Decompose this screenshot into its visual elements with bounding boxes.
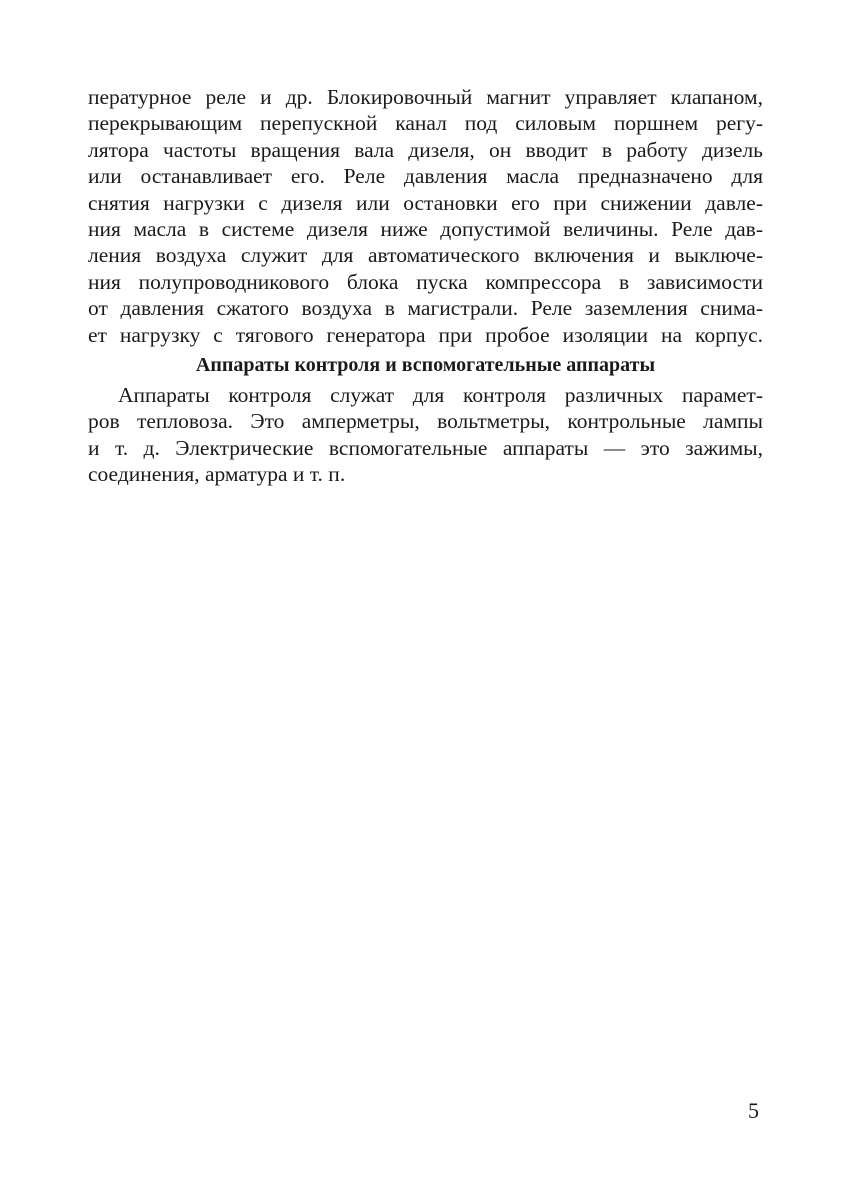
paragraph-2	[88, 382, 763, 488]
page-number: 5	[748, 1098, 759, 1123]
text-line: ления воздуха служит для автоматического включения и выключе-	[88, 243, 763, 268]
text-line: снятия нагрузки с дизеля или остановки его при снижении давле-	[88, 190, 763, 215]
section-heading: Аппараты контроля и вспомогательные аппараты	[195, 353, 656, 376]
paragraph-1	[88, 84, 763, 348]
text-line: ет нагрузку с тягового генератора при пробое изоляции на корпус.	[88, 322, 763, 347]
page-body	[88, 84, 763, 487]
text-line: или останавливает его. Реле давления масла предназначено для	[88, 164, 763, 189]
text-line: и т. д. Электрические вспомогательные аппараты — это зажимы,	[88, 435, 763, 460]
text-line: лятора частоты вращения вала дизеля, он вводит в работу дизель	[88, 137, 763, 162]
text-line: соединения, арматура и т. п.	[88, 462, 346, 487]
text-line: ния полупроводникового блока пуска компрессора в зависимости	[88, 269, 763, 294]
text-line: перекрывающим перепускной канал под силовым поршнем регу-	[88, 111, 763, 136]
text-line: ния масла в системе дизеля ниже допустимой величины. Реле дав-	[88, 216, 763, 241]
text-line: Аппараты контроля служат для контроля различных парамет-	[118, 382, 763, 407]
text-line: от давления сжатого воздуха в магистрали. Реле заземления снима-	[88, 296, 763, 321]
text-line: ров тепловоза. Это амперметры, вольтметры, контрольные лампы	[88, 409, 763, 434]
text-line: пературное реле и др. Блокировочный магнит управляет клапаном,	[88, 85, 763, 109]
